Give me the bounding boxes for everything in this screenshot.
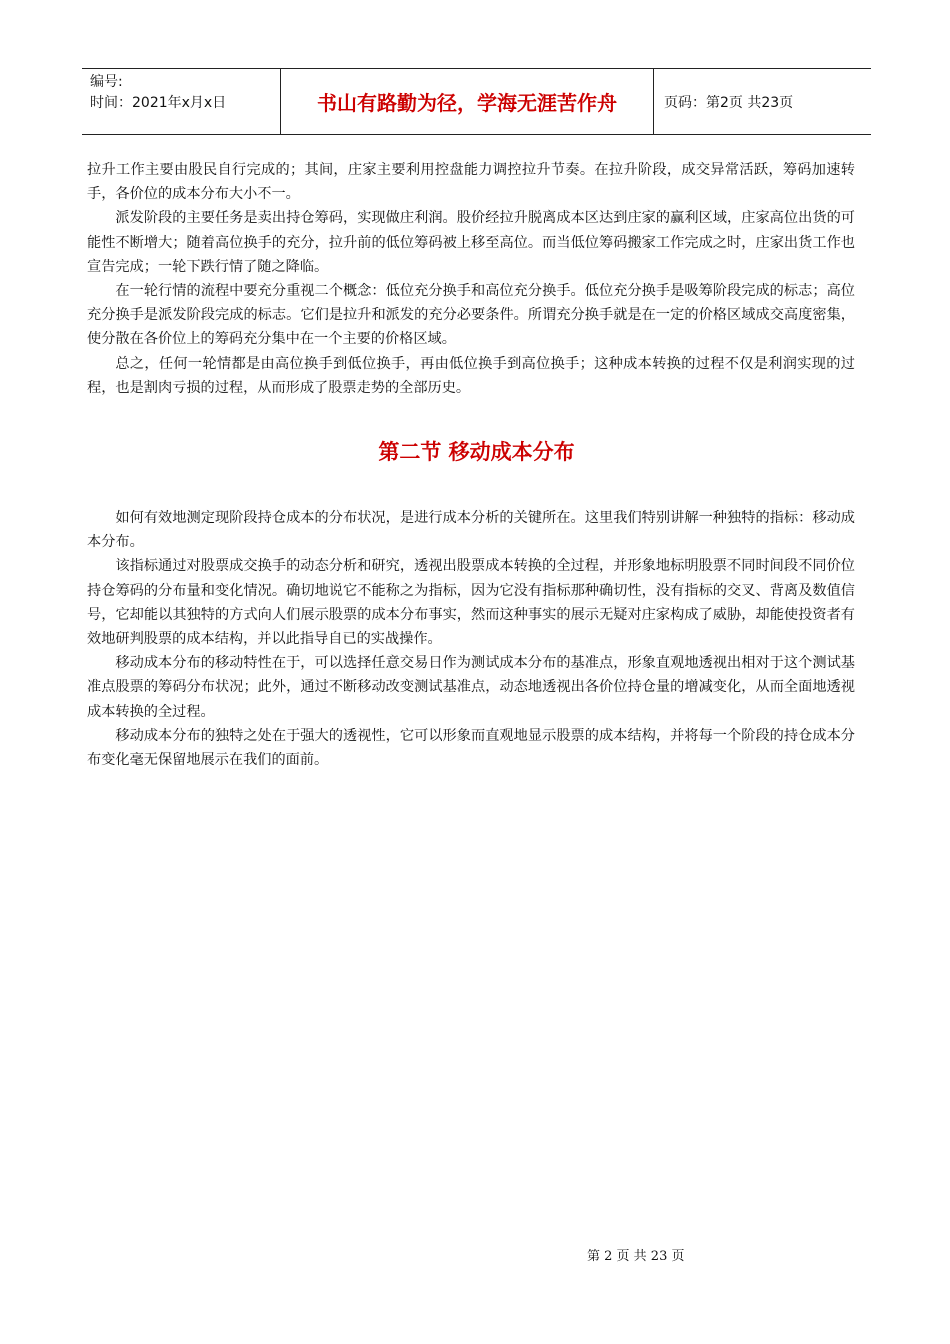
paragraph: 该指标通过对股票成交换手的动态分析和研究，透视出股票成本转换的全过程，并形象地标明股票不同时间段不同价位持仓筹码的分布量和变化情况。确切地说它不能称之为指标，因为它没有指标那种确切性，没有指标的交叉、背离及数值信号，它却能以其独特的方式向人们展示股票的成本分布事实，然而这种事实的展示无疑对庄家构成了威胁，却能使投资者有效地研判股票的成本结构，并以此指导自已的实战操作。 [87, 558, 855, 648]
section2-body [87, 506, 855, 772]
document-time-label: 时间：2021年x月x日 [90, 95, 227, 111]
paragraph: 如何有效地测定现阶段持仓成本的分布状况，是进行成本分析的关键所在。这里我们特别讲解一种独特的指标：移动成本分布。 [87, 510, 855, 551]
paragraph: 在一轮行情的流程中要充分重视二个概念：低位充分换手和高位充分换手。低位充分换手是吸筹阶段完成的标志；高位充分换手是派发阶段完成的标志。它们是拉升和派发的充分必要条件。所谓充分换手就是在一定的价格区域成交高度密集，使分散在各价位上的筹码充分集中在一个主要的价格区域。 [87, 283, 855, 348]
document-number-label: 编号: [90, 74, 123, 90]
header-page-info: 页码：第2页 共23页 [664, 94, 794, 111]
paragraph: 拉升工作主要由股民自行完成的；其间，庄家主要利用控盘能力调控拉升节奏。在拉升阶段，成交异常活跃，筹码加速转手，各价位的成本分布大小不一。 [87, 162, 855, 203]
header-motto: 书山有路勤为径，学海无涯苦作舟 [281, 69, 654, 134]
paragraph: 移动成本分布的独特之处在于强大的透视性，它可以形象而直观地显示股票的成本结构，并将每一个阶段的持仓成本分布变化毫无保留地展示在我们的面前。 [87, 727, 855, 769]
section1-body [87, 158, 855, 400]
header-meta [82, 69, 281, 134]
page-header [82, 68, 871, 135]
paragraph: 派发阶段的主要任务是卖出持仓筹码，实现做庄利润。股价经拉升脱离成本区达到庄家的赢利区域，庄家高位出货的可能性不断增大；随着高位换手的充分，拉升前的低位筹码被上移至高位。而当低位筹码搬家工作完成之时，庄家出货工作也宣告完成；一轮下跌行情了随之降临。 [87, 210, 855, 275]
section-title: 第二节 移动成本分布 [378, 440, 575, 464]
paragraph: 移动成本分布的移动特性在于，可以选择任意交易日作为测试成本分布的基准点，形象直观地透视出相对于这个测试基准点股票的筹码分布状况；此外，通过不断移动改变测试基准点，动态地透视出各价位持仓量的增减变化，从而全面地透视成本转换的全过程。 [87, 655, 855, 720]
paragraph: 总之，任何一轮情都是由高位换手到低位换手，再由低位换手到高位换手；这种成本转换的过程不仅是利润实现的过程，也是割肉亏损的过程，从而形成了股票走势的全部历史。 [87, 355, 855, 396]
page-footer: 第 2 页 共 23 页 [587, 1249, 685, 1264]
